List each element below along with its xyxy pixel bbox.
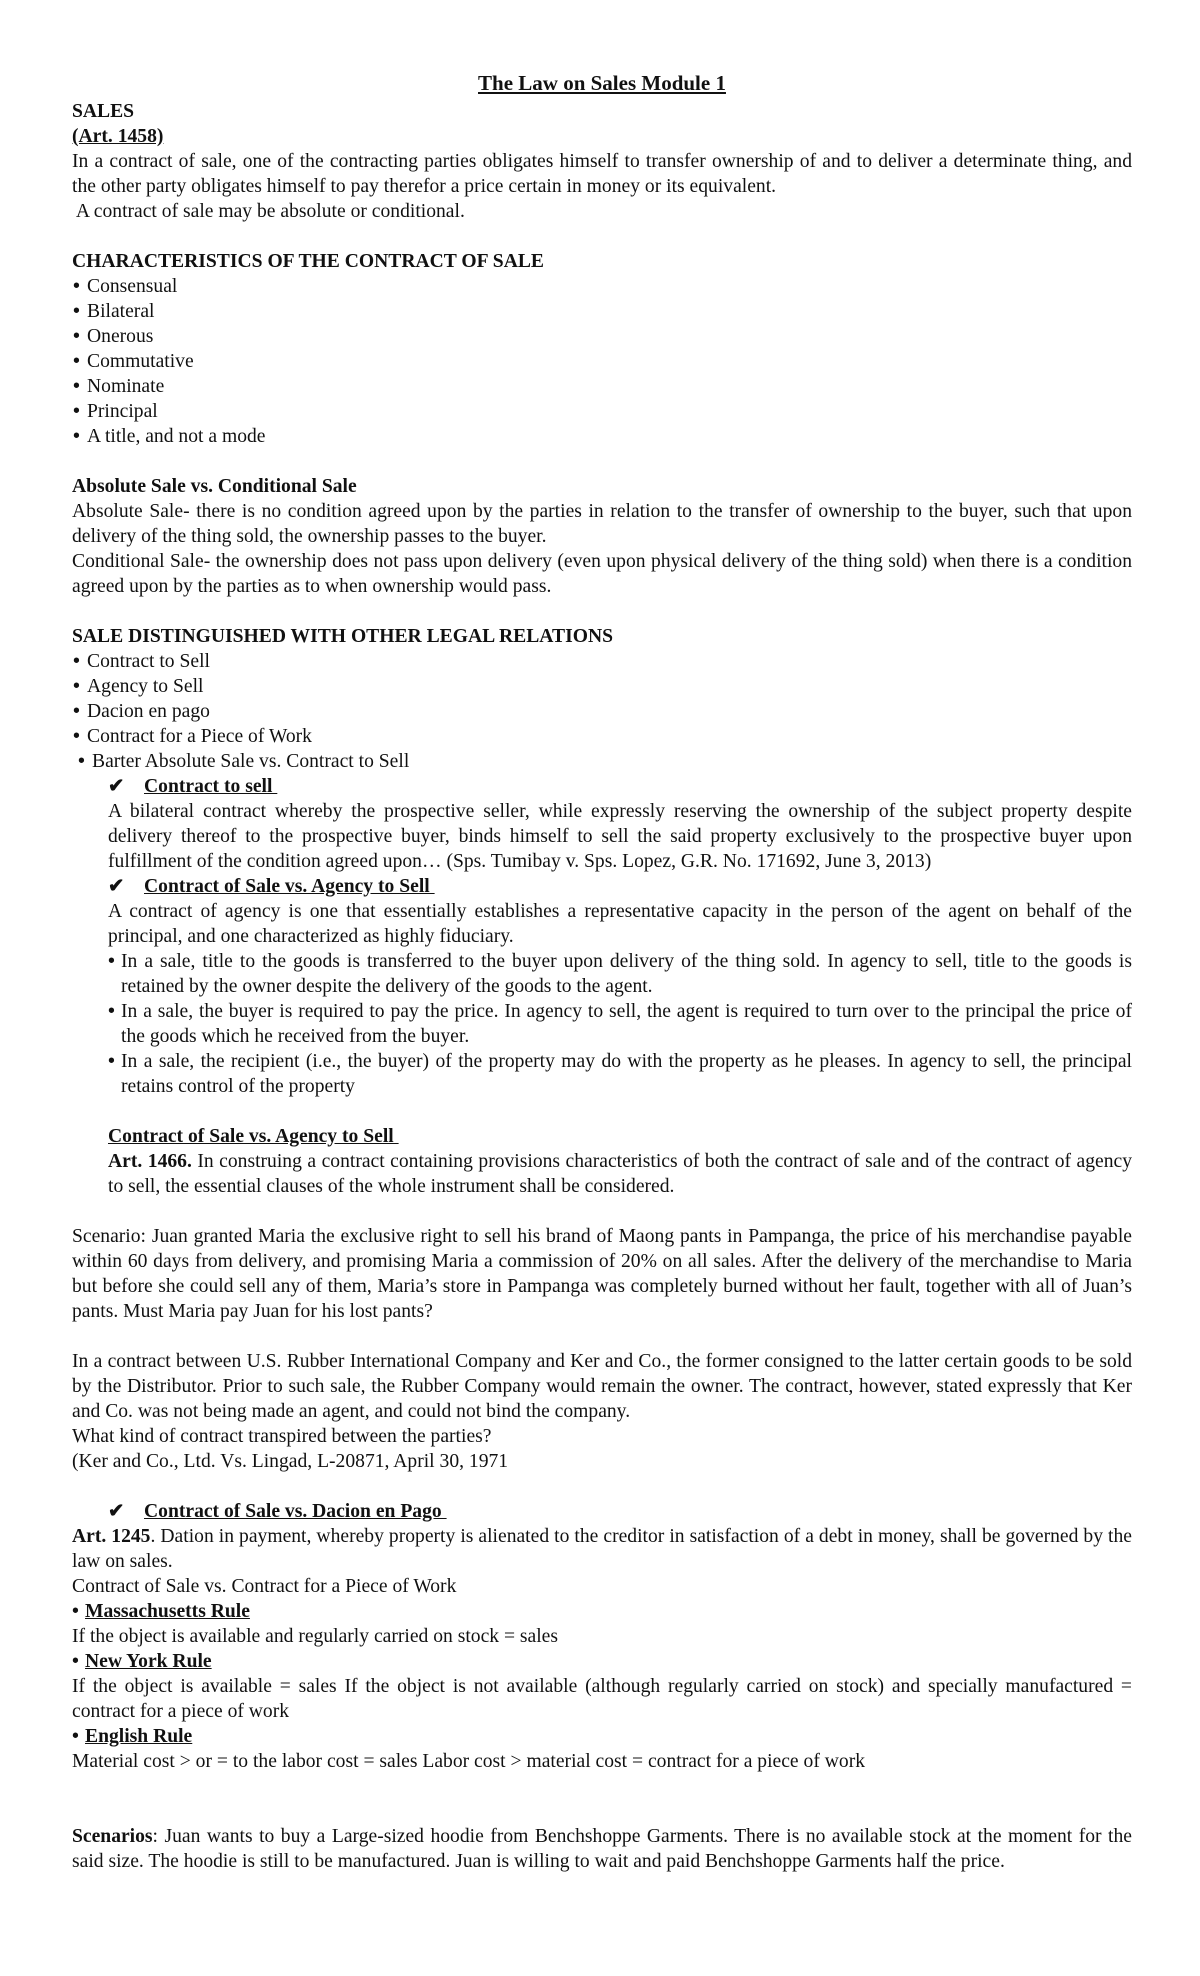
paragraph-definition: In a contract of sale, one of the contracting parties obligates himself to transfer ownership of and to deliver a determinate thing, and the other party obligates himself to pay therefor a price certain in money or its equivalent. xyxy=(72,151,1132,197)
rule-heading xyxy=(72,1599,1132,1624)
paragraph-contract-to-sell: A bilateral contract whereby the prospective seller, while expressly reserving the ownership of the subject property despite delivery thereof to the prospective buyer, binds himself to sell the said property exclusively to the prospective buyer upon fulfillment of the condition agreed upon… (Sps. Tumibay v. Sps. Lopez, G.R. No. 171692, June 3, 2013) xyxy=(108,801,1132,872)
document-title: The Law on Sales Module 1 xyxy=(478,71,726,95)
checkmark-icon: ✔ xyxy=(108,776,125,797)
list-item: • Onerous xyxy=(72,324,1132,349)
checkmark-icon: ✔ xyxy=(108,876,125,897)
list-item: • Consensual xyxy=(72,274,1132,299)
rule-heading xyxy=(72,1724,1132,1749)
section-heading-sales: SALES xyxy=(72,101,135,122)
article-text: In construing a contract containing provisions characteristics of both the contract of sale and of the contract of agency to sell, the essential clauses of the whole instrument shall be considered. xyxy=(108,1151,1132,1197)
subheading-sale-vs-dacion: Contract of Sale vs. Dacion en Pago xyxy=(144,1501,447,1522)
rule-text: Material cost > or = to the labor cost = sales Labor cost > material cost = contract for a piece of work xyxy=(72,1751,866,1772)
list-item: • Contract to Sell xyxy=(72,649,1132,674)
list-item: • Dacion en pago xyxy=(72,699,1132,724)
paragraph-scenarios-hoodie xyxy=(72,1824,1132,1874)
article-label: Art. 1466. xyxy=(108,1151,192,1172)
paragraph-absolute-sale: Absolute Sale- there is no condition agreed upon by the parties in relation to the transfer of ownership to the buyer, such that upon delivery of the thing sold, the ownership passes to the buyer. xyxy=(72,501,1132,547)
agency-point: • In a sale, title to the goods is transferred to the buyer upon delivery of the thing sold. In agency to sell, title to the goods is retained by the owner despite the delivery of the goods to the agent. xyxy=(108,949,1132,999)
agency-point: • In a sale, the recipient (i.e., the buyer) of the property may do with the property as he pleases. In agency to sell, the principal retains control of the property xyxy=(108,1049,1132,1099)
article-reference: (Art. 1458) xyxy=(72,126,164,147)
rule-text: If the object is available = sales If the object is not available (although regularly carried on stock) and specially manufactured = contract for a piece of work xyxy=(72,1676,1132,1722)
list-item: • Principal xyxy=(72,399,1132,424)
list-item: • Nominate xyxy=(72,374,1132,399)
document-page xyxy=(72,0,1132,1874)
subsection-contract-to-sell xyxy=(108,774,1132,1199)
paragraph-agency-definition: A contract of agency is one that essentially establishes a representative capacity in the person of the agent on behalf of the principal, and one characterized as highly fiduciary. xyxy=(108,901,1132,947)
section-heading-characteristics: CHARACTERISTICS OF THE CONTRACT OF SALE xyxy=(72,251,544,272)
rule-title: English Rule xyxy=(85,1726,193,1747)
section-heading-other-relations: SALE DISTINGUISHED WITH OTHER LEGAL RELATIONS xyxy=(72,626,613,647)
paragraph-conditional-sale: Conditional Sale- the ownership does not pass upon delivery (even upon physical delivery of the thing sold) when there is a condition agreed upon by the parties as to when ownership would pass. xyxy=(72,551,1132,597)
list-item: • Agency to Sell xyxy=(72,674,1132,699)
list-item: • A title, and not a mode xyxy=(72,424,1132,449)
paragraph-scenario-rubber: In a contract between U.S. Rubber International Company and Ker and Co., the former consigned to the latter certain goods to be sold by the Distributor. Prior to such sale, the Rubber Company would remain the owner. The contract, however, stated expressly that Ker and Co. was not being made an agent, and could not bind the company. xyxy=(72,1351,1132,1422)
paragraph-art-1245 xyxy=(72,1524,1132,1574)
line-piece-of-work: Contract of Sale vs. Contract for a Piece of Work xyxy=(72,1576,457,1597)
section-heading-absolute-vs-conditional: Absolute Sale vs. Conditional Sale xyxy=(72,476,357,497)
paragraph-absolute-conditional: A contract of sale may be absolute or conditional. xyxy=(72,201,465,222)
article-label: Art. 1245 xyxy=(72,1526,151,1547)
subheading-contract-to-sell: Contract to sell xyxy=(144,776,278,797)
rule-heading xyxy=(72,1649,1132,1674)
paragraph-scenario-juan-maria: Scenario: Juan granted Maria the exclusive right to sell his brand of Maong pants in Pampanga, the price of his merchandise payable within 60 days from delivery, and promising Maria a commission of 20% on all sales. After the delivery of the merchandise to Maria but before she could sell any of them, Maria’s store in Pampanga was completely burned without her fault, together with all of Juan’s pants. Must Maria pay Juan for his lost pants? xyxy=(72,1226,1132,1322)
list-item: • Bilateral xyxy=(72,299,1132,324)
scenarios-text: : Juan wants to buy a Large-sized hoodie from Benchshoppe Garments. There is no available stock at the moment for the said size. The hoodie is still to be manufactured. Juan is willing to wait and paid Benchshoppe Garments half the price. xyxy=(72,1826,1132,1872)
article-text: . Dation in payment, whereby property is alienated to the creditor in satisfaction of a debt in money, shall be governed by the law on sales. xyxy=(72,1526,1132,1572)
checkmark-icon: ✔ xyxy=(108,1501,125,1522)
subheading-row-dacion xyxy=(108,1499,1132,1524)
scenario-question: What kind of contract transpired between the parties? xyxy=(72,1426,492,1447)
rule-title: Massachusetts Rule xyxy=(85,1601,250,1622)
paragraph-art-1466 xyxy=(108,1149,1132,1199)
agency-point: • In a sale, the buyer is required to pay the price. In agency to sell, the agent is required to turn over to the principal the price of the goods which he received from the buyer. xyxy=(108,999,1132,1049)
subheading-sale-vs-agency-2: Contract of Sale vs. Agency to Sell xyxy=(108,1126,399,1147)
scenarios-label: Scenarios xyxy=(72,1826,153,1847)
subheading-sale-vs-agency: Contract of Sale vs. Agency to Sell xyxy=(144,876,435,897)
list-item: • Commutative xyxy=(72,349,1132,374)
rule-title: New York Rule xyxy=(85,1651,212,1672)
rule-text: If the object is available and regularly carried on stock = sales xyxy=(72,1626,559,1647)
list-item: • Contract for a Piece of Work xyxy=(72,724,1132,749)
list-item: • Barter Absolute Sale vs. Contract to Sell xyxy=(72,749,1132,774)
case-citation: (Ker and Co., Ltd. Vs. Lingad, L-20871, April 30, 1971 xyxy=(72,1451,509,1472)
characteristics-list xyxy=(72,274,1132,449)
relations-list xyxy=(72,649,1132,774)
